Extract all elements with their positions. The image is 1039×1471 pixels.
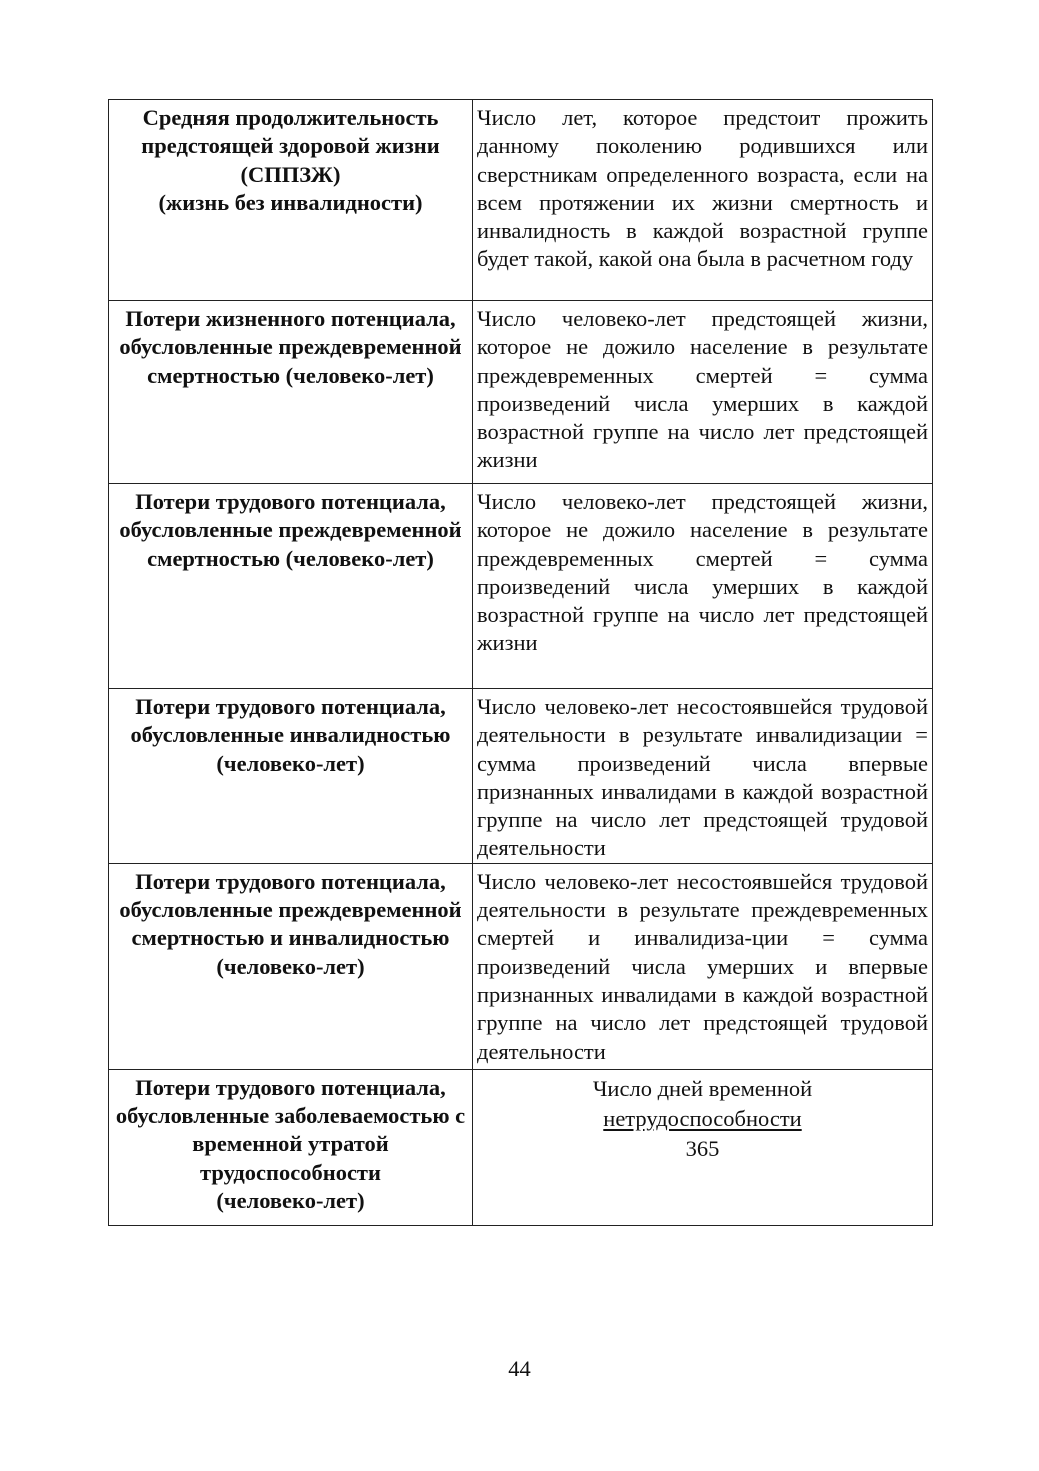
formula-denominator: 365 [685,1135,720,1161]
table-row [109,1069,933,1225]
definition-text: Число человеко-лет предстоящей жизни, которое не дожило население в результате преждевременных смертей = сумма произведений числа умерших в каждой возрастной группе на число лет предстоящей жизни [477,489,928,656]
term-cell [109,301,473,484]
term-text: Средняя продолжительность предстоящей здоровой жизни (СППЗЖ) [141,105,440,187]
definition-cell [473,484,933,689]
term-text: Потери трудового потенциала, обусловленные инвалидностью (человеко-лет) [130,694,451,776]
term-cell [109,1069,473,1225]
page-number: 44 [508,1356,531,1381]
table-row [109,484,933,689]
term-cell [109,484,473,689]
definition-cell [473,100,933,301]
term-cell [109,863,473,1069]
indicators-table [108,99,933,1226]
term-text: Потери трудового потенциала, обусловленные заболеваемостью с временной утратой трудоспособности [115,1074,466,1185]
definition-cell [473,301,933,484]
definition-text: Число лет, которое предстоит прожить данному поколению родившихся или сверстникам определенного возраста, если на всем протяжении их жизни смертность и инвалидность в каждой возрастной группе будет такой, какой она была в расчетном году [477,105,928,272]
formula-numerator-underlined: нетрудоспособности [603,1105,802,1131]
table-row [109,100,933,301]
definition-cell [473,863,933,1069]
definition-cell [473,689,933,864]
term-text: Потери жизненного потенциала, обусловленные преждевременной смертностью (человеко-лет) [119,306,462,388]
term-note: (человеко-лет) [216,1187,365,1213]
table-row [109,689,933,864]
formula-cell [473,1069,933,1225]
formula-numerator: Число дней временной [592,1075,813,1101]
definition-text: Число человеко-лет предстоящей жизни, которое не дожило население в результате преждевременных смертей = сумма произведений числа умерших в каждой возрастной группе на число лет предстоящей жизни [477,306,928,473]
term-text: Потери трудового потенциала, обусловленные преждевременной смертностью и инвалидностью (человеко-лет) [119,868,462,979]
term-text: Потери трудового потенциала, обусловленные преждевременной смертностью (человеко-лет) [119,489,462,571]
table-row [109,863,933,1069]
definition-text: Число человеко-лет несостоявшейся трудовой деятельности в результате преждевременных смертей и инвалидиза-ции = сумма произведений числа умерших и впервые признанных инвалидами в каждой возрастной группе на число лет предстоящей трудовой деятельности [477,868,928,1064]
term-cell [109,689,473,864]
fraction-formula [593,1074,812,1164]
table-row [109,301,933,484]
term-cell [109,100,473,301]
term-note: (жизнь без инвалидности) [158,189,423,215]
definition-text: Число человеко-лет несостоявшейся трудовой деятельности в результате инвалидизации = сумма произведений числа впервые признанных инвалидами в каждой возрастной группе на число лет предстоящей трудовой деятельности [477,694,928,861]
